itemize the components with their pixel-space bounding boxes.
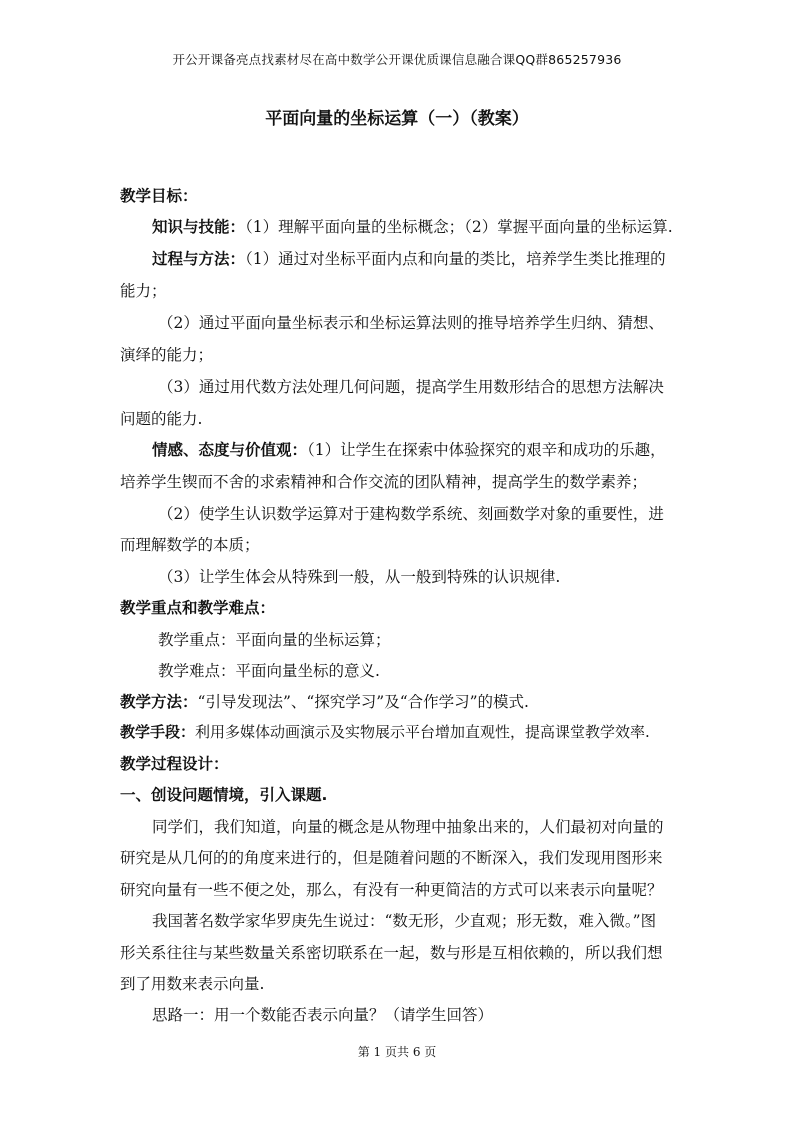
emotion-text-1b: 培养学生锲而不舍的求索精神和合作交流的团队精神，提高学生的数学素养； — [120, 473, 648, 491]
emotion-text-2b: 而理解数学的本质； — [120, 536, 260, 554]
emotion-label: 情感、态度与价值观： — [152, 441, 308, 459]
process-text-3b: 问题的能力. — [120, 410, 203, 428]
knowledge-label: 知识与技能： — [152, 218, 246, 236]
paragraph-2-line-2: 形关系往往与某些数量关系密切联系在一起，数与形是互相依赖的，所以我们想 — [120, 944, 663, 962]
process-text-2b: 演绎的能力； — [120, 346, 214, 364]
knowledge-text: （1）理解平面向量的坐标概念；（2）掌握平面向量的坐标运算. — [245, 218, 673, 236]
method-line — [120, 690, 680, 712]
method-label: 教学方法： — [120, 693, 198, 711]
paragraph-1-line-2: 研究是从几何的的角度来进行的，但是随着问题的不断深入，我们发现用图形来 — [120, 849, 663, 867]
process-label: 过程与方法： — [152, 250, 246, 268]
emotion-line-1 — [152, 438, 712, 460]
means-label: 教学手段： — [120, 723, 196, 741]
process-heading: 教学过程设计： — [120, 755, 229, 773]
section-1-heading: 一、创设问题情境，引入课题. — [120, 786, 328, 804]
page-header: 开公开课备亮点找素材尽在高中数学公开课优质课信息融合课QQ群865257936 — [172, 52, 622, 67]
paragraph-3: 思路一：用一个数能否表示向量？（请学生回答） — [152, 1006, 494, 1024]
page-footer: 第 1 页共 6 页 — [357, 1045, 437, 1059]
emotion-text-2: （2）使学生认识数学运算对于建构数学系统、刻画数学对象的重要性，进 — [158, 505, 664, 523]
process-line-1 — [152, 247, 712, 269]
key-point: 教学重点：平面向量的坐标运算； — [158, 631, 391, 649]
objectives-heading: 教学目标： — [120, 187, 198, 205]
paragraph-1-line-3: 研究向量有一些不便之处，那么，有没有一种更简洁的方式可以来表示向量呢？ — [120, 881, 663, 899]
paragraph-1-line-1: 同学们，我们知道，向量的概念是从物理中抽象出来的，人们最初对向量的 — [152, 818, 664, 836]
knowledge-line — [152, 215, 712, 237]
emotion-text-1: （1）让学生在探索中体验探究的艰辛和成功的乐趣， — [307, 441, 666, 459]
process-text-3: （3）通过用代数方法处理几何问题，提高学生用数形结合的思想方法解决 — [158, 378, 664, 396]
paragraph-2-line-3: 到了用数来表示向量. — [120, 975, 265, 993]
method-text: “引导发现法”、“探究学习”及“合作学习”的模式. — [197, 693, 529, 711]
process-text-1b: 能力； — [120, 282, 167, 300]
means-text: 利用多媒体动画演示及实物展示平台增加直观性，提高课堂教学效率. — [195, 723, 650, 741]
keypoints-heading: 教学重点和教学难点： — [120, 599, 276, 617]
document-title: 平面向量的坐标运算（一）（教案） — [265, 109, 529, 129]
process-text-2: （2）通过平面向量坐标表示和坐标运算法则的推导培养学生归纳、猜想、 — [158, 314, 664, 332]
difficult-point: 教学难点：平面向量坐标的意义. — [158, 662, 380, 680]
paragraph-2-line-1: 我国著名数学家华罗庚先生说过：“数无形，少直观；形无数，难入微。”图 — [152, 912, 657, 930]
emotion-text-3: （3）让学生体会从特殊到一般，从一般到特殊的认识规律. — [158, 568, 561, 586]
means-line — [120, 721, 680, 742]
process-text-1: （1）通过对坐标平面内点和向量的类比，培养学生类比推理的 — [245, 250, 666, 268]
